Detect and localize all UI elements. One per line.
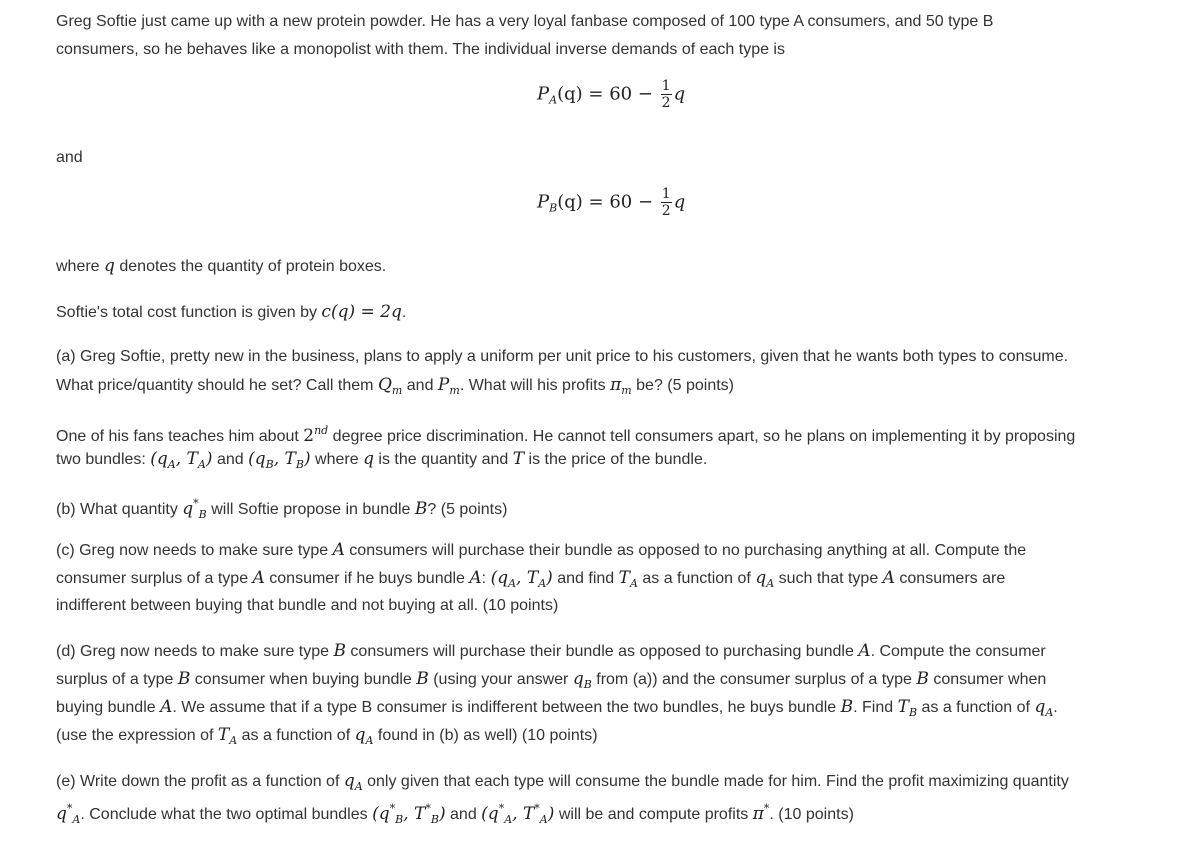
part-c-line-2: consumer surplus of a type A consumer if he buys bundle A: ($q_A$, $T_A$) and find $T_A$ as a function of $q_A$ such that type A consumers are	[56, 568, 1006, 590]
part-d-line-2: surplus of a type B consumer when buying bundle B (using your answer $q_B$ from (a)) and the consumer surplus of a type B consumer when	[56, 669, 1047, 691]
intro-line-2: consumers, so he behaves like a monopolist with them. The individual inverse demands of each type is	[56, 41, 785, 58]
part-b-text: (b) What quantity $q^*_B$ will Softie propose in bundle B? (5 points)	[56, 497, 508, 521]
intro-line-1: Greg Softie just came up with a new protein powder. He has a very loyal fanbase composed of 100 type A consumers, and 50 type B	[56, 13, 994, 30]
part-d-line-3: buying bundle A. We assume that if a type B consumer is indifferent between the two bundles, he buys bundle B. Find $T_B$ as a function of $q_A$.	[56, 697, 1058, 719]
part-e-line-2: $q^*_A$. Conclude what the two optimal bundles ($q^*_B$, $T^*_B$) and ($q^*_A$, $T^*_A$) will be and compute profits π*. (10 points)	[56, 802, 854, 826]
equation-demand-a: $P_A(q) = 60$ − $\frac{1}{2}$ q	[537, 78, 686, 111]
part-e-line-1: (e) Write down the profit as a function of $q_A$ only given that each type will consume the bundle made for him. Find the profit maximizing quantity	[56, 771, 1069, 793]
and-text: and	[56, 149, 83, 166]
part-c-line-3: indifferent between buying that bundle and not buying at all. (10 points)	[56, 597, 559, 614]
where-q-text: where q denotes the quantity of protein boxes.	[56, 256, 387, 276]
cost-function-text: Softie's total cost function is given by c(q) = 2q.	[56, 302, 407, 322]
fans-line-1: One of his fans teaches him about 2nd degree price discrimination. He cannot tell consumers apart, so he plans on implementing it by proposing	[56, 424, 1076, 446]
equation-demand-b: $P_B(q) = 60$ − $\frac{1}{2}$ q	[537, 186, 686, 219]
part-a-line-2: What price/quantity should he set? Call them $Q_m$ and $P_m$. What will his profits $\pi_m$ be? (5 points)	[56, 375, 734, 397]
fans-line-2: two bundles: ($q_A$, $T_A$) and ($q_B$, $T_B$) where q is the quantity and T is the price of the bundle.	[56, 449, 708, 471]
part-c-line-1: (c) Greg now needs to make sure type A consumers will purchase their bundle as opposed to no purchasing anything at all. Compute the	[56, 540, 1027, 560]
part-a-line-1: (a) Greg Softie, pretty new in the business, plans to apply a uniform per unit price to his customers, given that he wants both types to consume.	[56, 348, 1069, 365]
part-d-line-4: (use the expression of $T_A$ as a function of $q_A$ found in (b) as well) (10 points)	[56, 725, 598, 747]
part-d-line-1: (d) Greg now needs to make sure type B consumers will purchase their bundle as opposed to purchasing bundle A. Compute the consumer	[56, 641, 1046, 661]
